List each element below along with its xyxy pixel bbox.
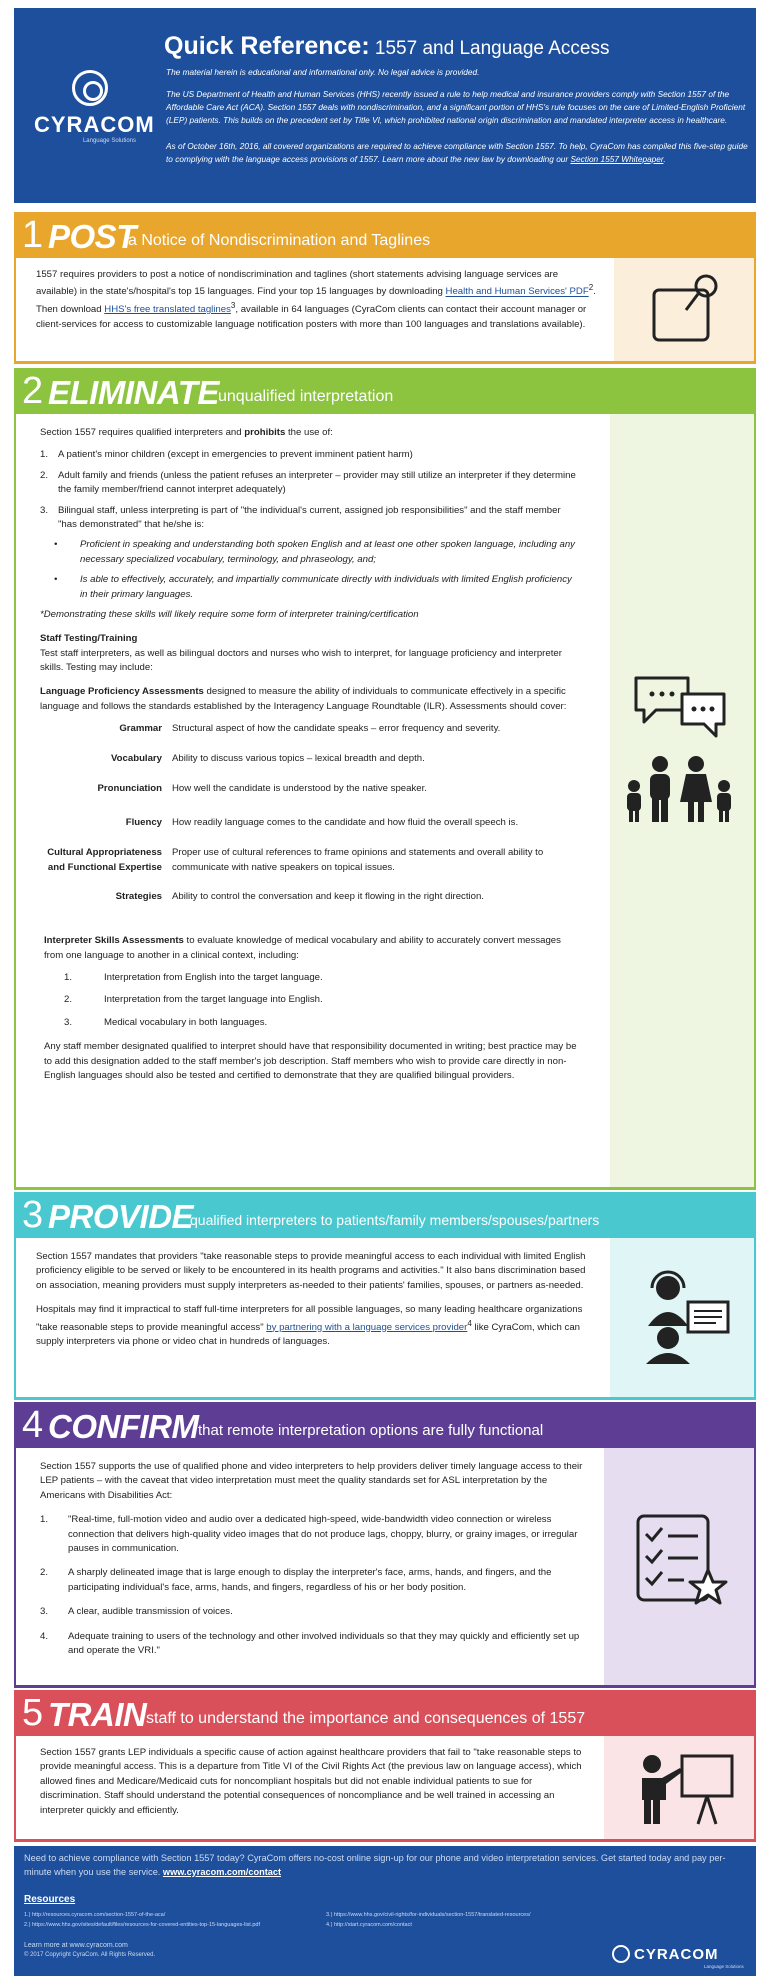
section-subtitle: staff to understand the importance and consequences of 1557 — [146, 1710, 586, 1727]
list-item-text: Adult family and friends (unless the patient refuses an interpreter – provider may still utilize an interpreter if they determine the family member/friend cannot interpret adequately) — [58, 469, 576, 496]
section-post-sidebar — [614, 258, 754, 361]
footer-logo-tagline: Language Solutions — [704, 1964, 744, 1969]
resources-heading: Resources — [24, 1894, 76, 1905]
section-keyword: TRAIN — [48, 1696, 147, 1733]
list-item — [40, 504, 580, 533]
list-item-number: 3. — [40, 1606, 49, 1618]
taglines-link[interactable]: HHS's free translated taglines — [104, 304, 231, 316]
section-provide-sidebar — [610, 1238, 754, 1397]
list-item-text: A sharply delineated image that is large enough to display the interpreter's face, arms, hands, and fingers, and the participating individual's face, arms, hands, and fingers, regardless of his or her body position. — [68, 1567, 552, 1593]
table-label: Pronunciation — [97, 783, 162, 795]
section-confirm-sidebar — [604, 1448, 754, 1685]
eliminate-intro-a: Section 1557 requires qualified interpreters and — [40, 427, 245, 438]
header-banner — [14, 8, 756, 203]
section-keyword: PROVIDE — [48, 1198, 194, 1235]
list-item-text: "Real-time, full-motion video and audio over a dedicated high-speed, wide-bandwidth video connection or wireless connection that delivers high-quality video images that do not produce lags, choppy, blurry, or grainy images, or irregular pauses in communication. — [68, 1514, 578, 1554]
list-item-text: Interpretation from English into the target language. — [104, 972, 323, 984]
partnering-link[interactable]: by partnering with a language services provider — [266, 1321, 468, 1333]
section-train-header — [14, 1690, 756, 1736]
section-number: 5 — [22, 1692, 44, 1734]
eliminate-note: *Demonstrating these skills will likely require some form of interpreter training/certification — [40, 608, 419, 620]
lpa-heading: Language Proficiency Assessments — [40, 686, 204, 698]
table-value: Ability to discuss various topics – lexical breadth and depth. — [172, 753, 425, 765]
table-row — [32, 816, 580, 846]
bullet-item: • Is able to effectively, accurately, and impartially communicate directly with individuals with limited English proficiency in their primary languages. — [40, 573, 580, 602]
provide-paragraph-2: Hospitals may find it impractical to staff full-time interpreters for all possible languages, so many leading healthcare organizations "take reasonable steps to provide meaningful access" by partnering with a language services provider$^4$ like CyraCom, which can supply interpreters via phone or video chat in hundreds of languages. — [36, 1304, 583, 1348]
list-item — [64, 1016, 580, 1030]
section-subtitle: unqualified interpretation — [218, 388, 394, 405]
assessment-table — [32, 722, 580, 928]
checklist-star-icon — [634, 1512, 730, 1608]
section-number: 1 — [22, 214, 44, 256]
page-title-bold: Quick Reference: — [164, 32, 370, 60]
list-item-text: Interpretation from the target language into English. — [104, 994, 323, 1006]
list-item — [40, 1566, 588, 1595]
section-provide — [14, 1192, 756, 1400]
list-item-number: 3. — [40, 504, 49, 516]
staff-testing-heading: Staff Testing/Training — [40, 633, 138, 645]
provide-text-a: Hospitals may find it impractical to staff full-time interpreters for all possible languages, so many leading healthcare organizations "take reasonable steps to provide meaningful access" — [36, 1304, 583, 1333]
presenter-board-icon — [636, 1750, 736, 1826]
learn-more-link[interactable]: Learn more at www.cyracom.com — [24, 1942, 128, 1949]
table-label: Vocabulary — [110, 753, 162, 765]
section-eliminate-sidebar — [610, 414, 754, 1187]
section-train-sidebar — [604, 1736, 754, 1839]
footer — [14, 1846, 756, 1976]
post-text-b: . Then download — [36, 286, 596, 316]
provide-paragraph-1: Section 1557 mandates that providers "take reasonable steps to provide meaningful access to each individual with limited English proficiency eligible to be served or likely to be encountered in its health programs and activities." It also bans discrimination based on association, meaning providers must supply interpreters as-needed to their patients' families, spouses, or partners as-needed. — [36, 1251, 586, 1291]
cyracom-logo[interactable] — [34, 68, 155, 168]
list-item-number: 1. — [40, 1514, 49, 1526]
section-train — [14, 1690, 756, 1842]
logo-tagline: Language Solutions — [82, 138, 136, 144]
compliance-paragraph — [166, 140, 752, 166]
list-item — [64, 971, 580, 985]
list-item-number: 4. — [40, 1630, 49, 1642]
section-keyword: ELIMINATE — [48, 374, 219, 411]
section-subtitle: a Notice of Nondiscrimination and Taglines — [128, 232, 431, 249]
isa-list — [40, 971, 580, 1030]
section-subtitle: that remote interpretation options are fully functional — [198, 1422, 544, 1439]
list-item-text: A clear, audible transmission of voices. — [68, 1606, 233, 1618]
hhs-pdf-link[interactable]: Health and Human Services' PDF — [445, 286, 589, 298]
reference-link[interactable]: 4.) http://start.cyracom.com/contact — [326, 1922, 412, 1928]
contact-link[interactable]: www.cyracom.com/contact — [162, 1866, 282, 1877]
reference-link[interactable]: 2.) https://www.hhs.gov/sites/default/files/resources-for-covered-entities-top-15-languages-list.pdf — [24, 1922, 260, 1928]
section-confirm — [14, 1402, 756, 1688]
list-item-number: 1. — [64, 972, 73, 984]
eliminate-intro — [40, 426, 580, 440]
confirm-intro: Section 1557 supports the use of qualified phone and video interpreters to help providers deliver timely language access to their LEP patients – with the caveat that video interpretation must meet the quality standards set for ASL interpretation by the Americans with Disabilities Act: — [40, 1461, 583, 1501]
bullet-item: • Proficient in speaking and understanding both spoken English and at least one other spoken language, including any necessary specialized vocabulary, terminology, and phraseology, and; — [40, 538, 580, 567]
pinned-notice-icon — [648, 270, 726, 346]
footer-cta — [24, 1852, 746, 1880]
section-keyword: POST — [48, 218, 136, 255]
table-label: Fluency — [125, 817, 162, 829]
section-provide-header — [14, 1192, 756, 1238]
reference-link[interactable]: 1.) http://resources.cyracom.com/section-1557-of-the-aca/ — [24, 1912, 166, 1918]
list-item — [40, 1605, 588, 1619]
table-row — [32, 752, 580, 782]
lpa-paragraph — [40, 685, 580, 714]
logo-wordmark: CYRACOM — [34, 112, 155, 137]
list-item-number: 2. — [40, 1567, 49, 1579]
lpa-text: designed to measure the ability of individuals to communicate effectively in a specific language and follows the standards established by the Interagency Language Roundtable (ILR). Assessments should cover: — [40, 686, 567, 712]
compliance-text-a: As of October 16th, 2016, all covered organizations are required to achieve compliance with Section 1557. To help, CyraCom has compiled this five-step guide to complying with the language access provisions of 1557. Learn more about the new law by downloading our — [166, 141, 748, 164]
table-value: Proper use of cultural references to frame opinions and statements and overall ability to communicate with native speakers on topical issues. — [172, 847, 544, 873]
eliminate-intro-b: the use of: — [285, 427, 333, 438]
list-item-number: 1. — [40, 449, 49, 461]
isa-paragraph — [44, 934, 580, 963]
list-item-text: Bilingual staff, unless interpreting is part of "the individual's current, assigned job responsibilities" and the staff member "has demonstrated" that he/she is: — [58, 504, 561, 530]
table-row — [32, 782, 580, 816]
provide-text-b: like CyraCom, which can supply interpreters via phone or video chat in hundreds of languages. — [36, 1321, 581, 1348]
list-item — [40, 469, 580, 498]
table-label: Cultural Appropriateness and Functional Expertise — [47, 847, 162, 873]
table-value: How well the candidate is understood by the native speaker. — [172, 783, 427, 795]
section-eliminate-content — [40, 426, 580, 1083]
section-post-header — [14, 212, 756, 258]
interpreter-headset-icon — [640, 1264, 732, 1364]
table-label: Grammar — [119, 723, 162, 735]
staff-testing-text: Test staff interpreters, as well as bilingual doctors and nurses who wish to interpret, for language proficiency and interpreter skills. Testing may include: — [40, 647, 562, 674]
section-confirm-text — [40, 1460, 588, 1662]
section-eliminate — [14, 368, 756, 1190]
header — [0, 0, 770, 205]
list-item-text: Adequate training to users of the technology and other involved individuals so that they may quickly and efficiently set up and operate the VRI." — [68, 1630, 580, 1656]
isa-text: to evaluate knowledge of medical vocabulary and ability to accurately convert messages from one language to another in a clinical context, including: — [44, 935, 561, 961]
section-subtitle: qualified interpreters to patients/family members/spouses/partners — [190, 1212, 600, 1228]
whitepaper-link[interactable]: Section 1557 Whitepaper — [570, 153, 664, 164]
list-item — [40, 1630, 588, 1659]
page-title — [164, 32, 609, 61]
list-item-number: 2. — [40, 469, 49, 481]
eliminate-intro-bold: prohibits — [244, 427, 286, 438]
intro-paragraph: The US Department of Health and Human Services (HHS) recently issued a rule to help medical and insurance providers comply with Section 1557 of the Affordable Care Act (ACA). Section 1557 deals with nondiscrimination, and a significant portion of HHS's rule focuses on the care of Limited-English Proficient (LEP) patients. This builds on the precedent set by Title VI, which prohibited national origin discrimination and mandated interpreter access in healthcare. — [166, 89, 746, 125]
list-item-text: Medical vocabulary in both languages. — [104, 1016, 268, 1028]
cyracom-logo-icon — [72, 70, 108, 106]
table-row — [32, 722, 580, 752]
list-item-number: 2. — [64, 994, 73, 1006]
eliminate-closing: Any staff member designated qualified to interpret should have that responsibility documented in writing; best practice may be to add this designation added to the staff member's job description. Staff members who wish to provide care directly in non-English languages should also be tested and certified to demonstrate that they are qualified bilingual providers. — [44, 1041, 577, 1081]
section-post-text: 1557 requires providers to post a notice of nondiscrimination and taglines (short statements advising language services are available) in the state's/hospital's top 15 languages. Find your top 15 languages by downloading Health and Human Services' PDF$^2$. Then download HHS's free translated taglines$^3$, available in 64 languages (CyraCom clients can contact their account manager or client-services for access to customizable language notification posters with more than 100 languages and translations available). — [36, 269, 596, 330]
post-text-c: , available in 64 languages (CyraCom clients can contact their account manager or client-services for access to customizable language notification posters with more than 100 languages and translations available). — [36, 304, 587, 330]
list-item — [40, 1513, 588, 1556]
family-icon — [624, 752, 736, 824]
list-item-text: A patient's minor children (except in emergencies to prevent imminent patient harm) — [58, 449, 413, 461]
section-number: 2 — [22, 370, 44, 412]
speech-bubbles-icon — [632, 674, 728, 740]
list-item-number: 3. — [64, 1016, 73, 1028]
section-keyword: CONFIRM — [48, 1408, 199, 1445]
isa-heading: Interpreter Skills Assessments — [44, 935, 184, 947]
page-title-rest: 1557 and Language Access — [369, 38, 610, 59]
footer-logo[interactable]: CYRACOM — [634, 1946, 719, 1963]
list-item — [64, 993, 580, 1007]
table-value: Structural aspect of how the candidate speaks – error frequency and severity. — [172, 723, 501, 735]
section-number: 4 — [22, 1404, 44, 1446]
section-train-text: Section 1557 grants LEP individuals a specific cause of action against healthcare providers that fail to "take reasonable steps to provide meaningful access. This is a departure from Title VI of the Civil Rights Act (the previous law on language access), which allowed fines and Medicare/Medicaid cuts for noncompliant hospitals but did not enable individual patients to sue for discrimination. Staff should understand the potential consequences of noncompliance and be well trained in accessing an interpreter quickly and efficiently. — [40, 1747, 582, 1816]
list-item — [40, 448, 580, 462]
table-row — [32, 890, 580, 928]
reference-link[interactable]: 3.) https://www.hhs.gov/civil-rights/for-individuals/section-1557/translated-resources/ — [326, 1912, 531, 1918]
section-number: 3 — [22, 1194, 44, 1236]
footer-logo-icon — [612, 1945, 630, 1963]
section-eliminate-header — [14, 368, 756, 414]
table-value: How readily language comes to the candidate and how fluid the overall speech is. — [172, 817, 519, 829]
copyright: © 2017 Copyright CyraCom. All Rights Reserved. — [24, 1952, 156, 1958]
section-confirm-header — [14, 1402, 756, 1448]
section-post — [14, 212, 756, 364]
compliance-text-b: . — [663, 153, 666, 164]
disclaimer: The material herein is educational and informational only. No legal advice is provided. — [166, 67, 480, 77]
post-text-a: 1557 requires providers to post a notice of nondiscrimination and taglines (short statements advising language services are available) in the state's/hospital's top 15 languages. Find your top 15 languages by downloading — [36, 269, 559, 298]
table-row — [32, 846, 580, 890]
footer-cta-text: Need to achieve compliance with Section 1557 today? CyraCom offers no-cost online sign-up for our phone and video interpretation services. Get started today and pay per-minute when you use the service. — [24, 1853, 726, 1877]
section-provide-text — [36, 1250, 596, 1350]
table-value: Ability to control the conversation and keep it flowing in the right direction. — [172, 891, 484, 903]
table-label: Strategies — [115, 891, 162, 903]
